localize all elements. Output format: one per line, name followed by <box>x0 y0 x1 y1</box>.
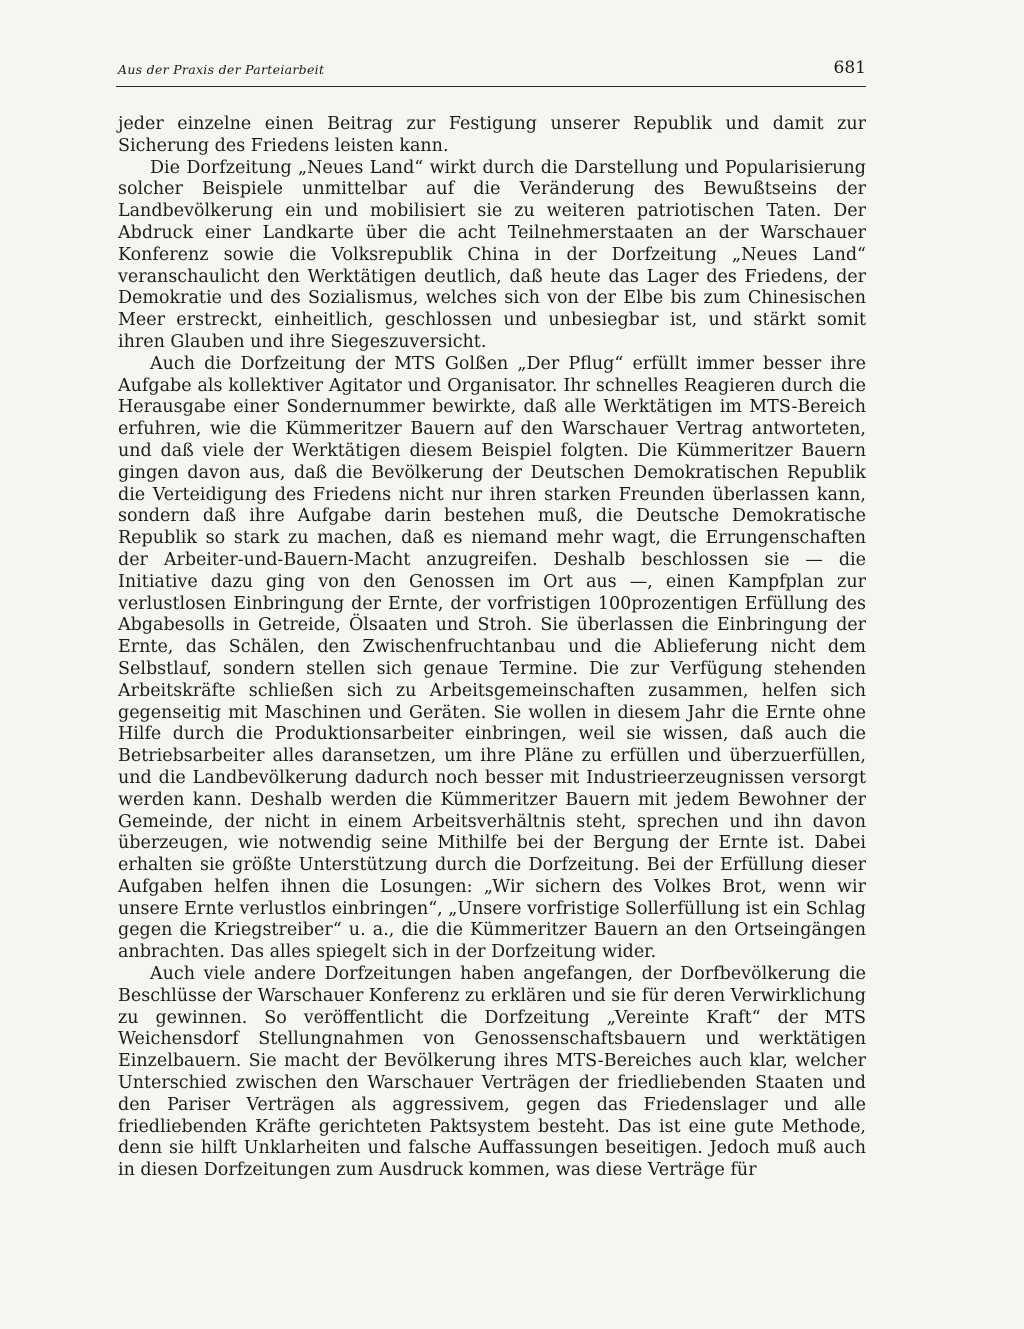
running-head: Aus der Praxis der Parteiarbeit <box>118 62 325 77</box>
page-number: 681 <box>833 58 866 78</box>
paragraph-2: Die Dorfzeitung „Neues Land“ wirkt durch die Darstellung und Popularisierung solcher Beispiele unmittelbar auf die Veränderung des Bewußtseins der Landbevölkerung ein und mobilisiert sie zu weiteren patriotischen Taten. Der Abdruck einer Landkarte über die acht Teilnehmerstaaten an der Warschauer Konferenz sowie die Volksrepublik China in der Dorfzeitung „Neues Land“ veranschaulicht den Werktätigen deutlich, daß heute das Lager des Friedens, der Demokratie und des Sozialismus, welches sich von der Elbe bis zum Chinesischen Meer erstreckt, einheitlich, geschlossen und unbesiegbar ist, und stärkt somit ihren Glauben und ihre Siegeszuversicht. <box>118 157 866 352</box>
paragraph-3: Auch die Dorfzeitung der MTS Golßen „Der Pflug“ erfüllt immer besser ihre Aufgabe als kollektiver Agitator und Organisator. Ihr schnelles Reagieren durch die Herausgabe einer Sondernummer bewirkte, daß alle Werktätigen im MTS-Bereich erfuhren, wie die Kümmeritzer Bauern auf den Warschauer Vertrag antworteten, und daß viele der Werktätigen diesem Beispiel folgten. Die Kümmeritzer Bauern gingen davon aus, daß die Bevölkerung der Deutschen Demokratischen Republik die Verteidigung des Friedens nicht nur ihren starken Freunden überlassen kann, sondern daß ihre Aufgabe darin bestehen muß, die Deutsche Demokratische Republik so stark zu machen, daß es niemand mehr wagt, die Errungenschaften der Arbeiter-und-Bauern-Macht anzugreifen. Deshalb beschlossen sie — die Initiative dazu ging von den Genossen im Ort aus —, einen Kampfplan zur verlustlosen Einbringung der Ernte, der vorfristigen 100prozentigen Erfüllung des Abgabesolls in Getreide, Ölsaaten und Stroh. Sie überlassen die Einbringung der Ernte, das Schälen, den Zwischenfruchtanbau und die Ablieferung nicht dem Selbstlauf, sondern stellen sich genaue Termine. Die zur Verfügung stehenden Arbeitskräfte schließen sich zu Arbeitsgemeinschaften zusammen, helfen sich gegenseitig mit Maschinen und Geräten. Sie wollen in diesem Jahr die Ernte ohne Hilfe durch die Produktionsarbeiter einbringen, weil sie wissen, daß auch die Betriebsarbeiter alles daransetzen, um ihre Pläne zu erfüllen und überzuerfüllen, und die Landbevölkerung dadurch noch besser mit Industrieerzeugnissen versorgt werden kann. Deshalb werden die Kümmeritzer Bauern mit jedem Bewohner der Gemeinde, der nicht in einem Arbeitsverhältnis steht, sprechen und ihn davon überzeugen, wie notwendig seine Mithilfe bei der Bergung der Ernte ist. Dabei erhalten sie größte Unterstützung durch die Dorfzeitung. Bei der Erfüllung dieser Aufgaben helfen ihnen die Losungen: „Wir sichern des Volkes Brot, wenn wir unsere Ernte verlustlos einbringen“, „Unsere vorfristige Sollerfüllung ist ein Schlag gegen die Kriegstreiber“ u. a., die die Kümmeritzer Bauern an den Ortseingängen anbrachten. Das alles spiegelt sich in der Dorfzeitung wider. <box>118 353 866 963</box>
body-text <box>118 114 866 1182</box>
paragraph-4: Auch viele andere Dorfzeitungen haben angefangen, der Dorfbevölkerung die Beschlüsse der Warschauer Konferenz zu erklären und sie für deren Verwirklichung zu gewinnen. So veröffentlicht die Dorfzeitung „Vereinte Kraft“ der MTS Weichensdorf Stellungnahmen von Genossenschaftsbauern und werktätigen Einzelbauern. Sie macht der Bevölkerung ihres MTS-Bereiches auch klar, welcher Unterschied zwischen den Warschauer Verträgen der friedliebenden Staaten und den Pariser Verträgen als aggressivem, gegen das Friedenslager und alle friedliebenden Kräfte gerichteten Paktsystem besteht. Das ist eine gute Methode, denn sie hilft Unklarheiten und falsche Auffassungen beseitigen. Jedoch muß auch in diesen Dorfzeitungen zum Ausdruck kommen, was diese Verträge für <box>118 964 866 1181</box>
page-header <box>118 58 866 84</box>
header-rule <box>116 86 866 87</box>
paragraph-1: jeder einzelne einen Beitrag zur Festigung unserer Republik und damit zur Sicherung des Friedens leisten kann. <box>118 114 866 156</box>
